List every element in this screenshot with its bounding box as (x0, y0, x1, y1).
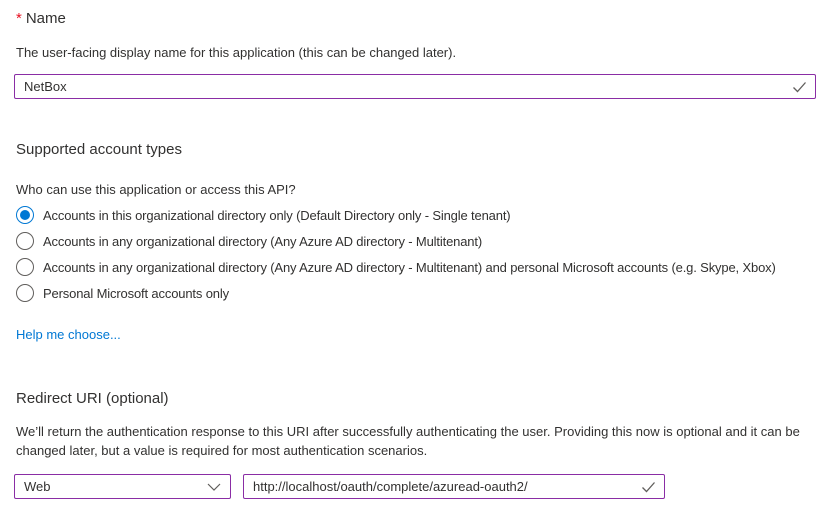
radio-circle-icon (16, 258, 34, 276)
name-title-text: Name (25, 10, 66, 27)
required-asterisk: * (16, 10, 22, 27)
redirect-uri-input-wrap (243, 474, 665, 499)
redirect-uri-title: Redirect URI (optional) (16, 390, 169, 407)
name-input-wrap (14, 74, 816, 99)
account-types-question: Who can use this application or access this API? (16, 182, 296, 197)
radio-circle-icon (16, 284, 34, 302)
checkmark-icon (792, 81, 807, 93)
help-me-choose-link[interactable]: Help me choose... (16, 327, 121, 342)
name-input[interactable] (14, 74, 816, 99)
radio-option-label: Accounts in any organizational directory (Any Azure AD directory - Multitenant) (43, 233, 483, 249)
redirect-uri-description: We’ll return the authentication response to this URI after successfully authenticating the user. Providing this now is optional and it can be changed later, but a value is required for most authentication scenarios. (16, 424, 800, 458)
chevron-down-icon (207, 483, 221, 491)
redirect-uri-input[interactable] (243, 474, 665, 499)
radio-option-label: Accounts in this organizational directory only (Default Directory only - Single tenant) (43, 207, 511, 223)
name-description: The user-facing display name for this application (this can be changed later). (16, 45, 457, 60)
radio-option-label: Personal Microsoft accounts only (43, 285, 229, 301)
radio-option-personal-only[interactable] (16, 284, 229, 302)
platform-select-value: Web (24, 479, 51, 494)
checkmark-icon (641, 481, 656, 493)
platform-select[interactable] (14, 474, 231, 499)
radio-option-single-tenant[interactable] (16, 206, 510, 224)
radio-circle-icon (16, 206, 34, 224)
account-types-title: Supported account types (16, 141, 182, 158)
radio-option-label: Accounts in any organizational directory (Any Azure AD directory - Multitenant) and personal Microsoft accounts (e.g. Skype, Xbox) (43, 259, 776, 275)
radio-option-multitenant-personal[interactable] (16, 258, 776, 276)
radio-option-multitenant[interactable] (16, 232, 482, 250)
name-section-title (16, 10, 66, 27)
radio-circle-icon (16, 232, 34, 250)
